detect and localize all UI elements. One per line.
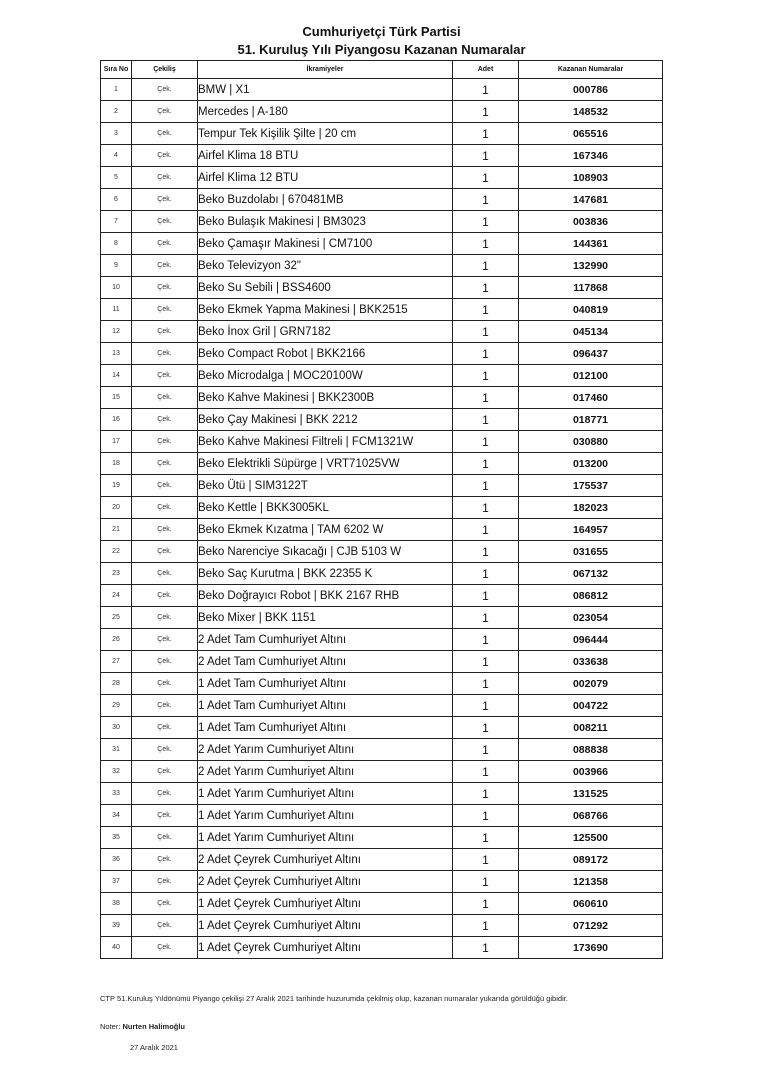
draw-label: Çek. — [132, 123, 198, 145]
prize-name: 1 Adet Tam Cumhuriyet Altını — [198, 673, 453, 695]
draw-label: Çek. — [132, 211, 198, 233]
prize-name: Beko Çay Makinesi | BKK 2212 — [198, 409, 453, 431]
table-row — [101, 365, 663, 387]
draw-label: Çek. — [132, 915, 198, 937]
quantity: 1 — [453, 79, 519, 101]
row-number: 3 — [101, 123, 132, 145]
table-row — [101, 651, 663, 673]
prize-name: 1 Adet Yarım Cumhuriyet Altını — [198, 805, 453, 827]
quantity: 1 — [453, 255, 519, 277]
draw-label: Çek. — [132, 783, 198, 805]
prize-name: 2 Adet Tam Cumhuriyet Altını — [198, 651, 453, 673]
quantity: 1 — [453, 585, 519, 607]
quantity: 1 — [453, 607, 519, 629]
table-row — [101, 145, 663, 167]
prize-name: Beko Saç Kurutma | BKK 22355 K — [198, 563, 453, 585]
draw-label: Çek. — [132, 321, 198, 343]
quantity: 1 — [453, 915, 519, 937]
row-number: 31 — [101, 739, 132, 761]
prize-name: 1 Adet Yarım Cumhuriyet Altını — [198, 827, 453, 849]
table-row — [101, 101, 663, 123]
quantity: 1 — [453, 717, 519, 739]
quantity: 1 — [453, 805, 519, 827]
quantity: 1 — [453, 563, 519, 585]
row-number: 19 — [101, 475, 132, 497]
table-row — [101, 123, 663, 145]
winning-number: 164957 — [519, 519, 663, 541]
table-row — [101, 915, 663, 937]
quantity: 1 — [453, 629, 519, 651]
draw-label: Çek. — [132, 365, 198, 387]
prize-name: Beko Microdalga | MOC20100W — [198, 365, 453, 387]
quantity: 1 — [453, 189, 519, 211]
draw-label: Çek. — [132, 739, 198, 761]
row-number: 35 — [101, 827, 132, 849]
quantity: 1 — [453, 651, 519, 673]
winning-number: 117868 — [519, 277, 663, 299]
prize-name: Beko İnox Gril | GRN7182 — [198, 321, 453, 343]
prize-name: Beko Çamaşır Makinesi | CM7100 — [198, 233, 453, 255]
winning-number: 004722 — [519, 695, 663, 717]
table-row — [101, 541, 663, 563]
table-row — [101, 717, 663, 739]
draw-label: Çek. — [132, 387, 198, 409]
prize-name: 1 Adet Çeyrek Cumhuriyet Altını — [198, 893, 453, 915]
quantity: 1 — [453, 475, 519, 497]
winning-number: 023054 — [519, 607, 663, 629]
row-number: 4 — [101, 145, 132, 167]
winning-number: 008211 — [519, 717, 663, 739]
draw-label: Çek. — [132, 563, 198, 585]
row-number: 39 — [101, 915, 132, 937]
winning-number: 131525 — [519, 783, 663, 805]
prize-name: Beko Narenciye Sıkacağı | CJB 5103 W — [198, 541, 453, 563]
table-row — [101, 453, 663, 475]
winning-number: 088838 — [519, 739, 663, 761]
table-row — [101, 343, 663, 365]
draw-label: Çek. — [132, 827, 198, 849]
quantity: 1 — [453, 519, 519, 541]
table-row — [101, 475, 663, 497]
draw-label: Çek. — [132, 717, 198, 739]
table-body — [101, 79, 663, 959]
prize-name: Beko Mixer | BKK 1151 — [198, 607, 453, 629]
winning-number: 045134 — [519, 321, 663, 343]
table-row — [101, 783, 663, 805]
table-row — [101, 739, 663, 761]
prize-name: Beko Buzdolabı | 670481MB — [198, 189, 453, 211]
table-row — [101, 607, 663, 629]
column-header-sira-no: Sıra No — [101, 61, 132, 79]
column-header-adet: Adet — [453, 61, 519, 79]
prize-name: Beko Ekmek Kızatma | TAM 6202 W — [198, 519, 453, 541]
draw-label: Çek. — [132, 893, 198, 915]
draw-label: Çek. — [132, 189, 198, 211]
noter-name: Nurten Halimoğlu — [122, 1022, 186, 1031]
winning-number: 096444 — [519, 629, 663, 651]
draw-label: Çek. — [132, 145, 198, 167]
column-header-cekilis: Çekiliş — [132, 61, 198, 79]
row-number: 10 — [101, 277, 132, 299]
draw-label: Çek. — [132, 651, 198, 673]
row-number: 37 — [101, 871, 132, 893]
row-number: 5 — [101, 167, 132, 189]
quantity: 1 — [453, 145, 519, 167]
draw-label: Çek. — [132, 541, 198, 563]
draw-label: Çek. — [132, 167, 198, 189]
prize-name: Beko Doğrayıcı Robot | BKK 2167 RHB — [198, 585, 453, 607]
prize-name: Tempur Tek Kişilik Şilte | 20 cm — [198, 123, 453, 145]
prize-name: Beko Kahve Makinesi Filtreli | FCM1321W — [198, 431, 453, 453]
column-header-ikramiyeler: İkramiyeler — [198, 61, 453, 79]
row-number: 14 — [101, 365, 132, 387]
prize-name: Beko Elektrikli Süpürge | VRT71025VW — [198, 453, 453, 475]
table-row — [101, 563, 663, 585]
table-row — [101, 167, 663, 189]
winning-number: 031655 — [519, 541, 663, 563]
quantity: 1 — [453, 849, 519, 871]
winning-number: 132990 — [519, 255, 663, 277]
row-number: 16 — [101, 409, 132, 431]
table-row — [101, 497, 663, 519]
quantity: 1 — [453, 739, 519, 761]
draw-label: Çek. — [132, 475, 198, 497]
winning-number: 013200 — [519, 453, 663, 475]
winning-number: 018771 — [519, 409, 663, 431]
table-row — [101, 79, 663, 101]
quantity: 1 — [453, 761, 519, 783]
winning-number: 003836 — [519, 211, 663, 233]
draw-label: Çek. — [132, 79, 198, 101]
row-number: 21 — [101, 519, 132, 541]
quantity: 1 — [453, 387, 519, 409]
row-number: 11 — [101, 299, 132, 321]
winning-number: 144361 — [519, 233, 663, 255]
draw-label: Çek. — [132, 453, 198, 475]
table-row — [101, 849, 663, 871]
draw-label: Çek. — [132, 761, 198, 783]
row-number: 1 — [101, 79, 132, 101]
prize-name: BMW | X1 — [198, 79, 453, 101]
row-number: 24 — [101, 585, 132, 607]
row-number: 15 — [101, 387, 132, 409]
table-row — [101, 827, 663, 849]
prize-name: 1 Adet Tam Cumhuriyet Altını — [198, 717, 453, 739]
winning-number: 000786 — [519, 79, 663, 101]
winning-number: 167346 — [519, 145, 663, 167]
quantity: 1 — [453, 299, 519, 321]
draw-label: Çek. — [132, 629, 198, 651]
draw-label: Çek. — [132, 585, 198, 607]
column-header-kazanan-numaralar: Kazanan Numaralar — [519, 61, 663, 79]
row-number: 22 — [101, 541, 132, 563]
row-number: 18 — [101, 453, 132, 475]
quantity: 1 — [453, 695, 519, 717]
document-title: Cumhuriyetçi Türk Partisi — [302, 24, 461, 39]
row-number: 13 — [101, 343, 132, 365]
draw-label: Çek. — [132, 497, 198, 519]
prize-name: Beko Bulaşık Makinesi | BM3023 — [198, 211, 453, 233]
winning-number: 086812 — [519, 585, 663, 607]
row-number: 27 — [101, 651, 132, 673]
winning-number: 148532 — [519, 101, 663, 123]
winning-number: 067132 — [519, 563, 663, 585]
quantity: 1 — [453, 167, 519, 189]
table-row — [101, 277, 663, 299]
row-number: 6 — [101, 189, 132, 211]
prize-name: 2 Adet Yarım Cumhuriyet Altını — [198, 739, 453, 761]
row-number: 12 — [101, 321, 132, 343]
draw-label: Çek. — [132, 849, 198, 871]
table-row — [101, 761, 663, 783]
winning-number: 071292 — [519, 915, 663, 937]
prize-name: 1 Adet Yarım Cumhuriyet Altını — [198, 783, 453, 805]
prize-name: 2 Adet Yarım Cumhuriyet Altını — [198, 761, 453, 783]
draw-label: Çek. — [132, 519, 198, 541]
quantity: 1 — [453, 321, 519, 343]
row-number: 40 — [101, 937, 132, 959]
winning-number: 030880 — [519, 431, 663, 453]
quantity: 1 — [453, 101, 519, 123]
table-row — [101, 409, 663, 431]
draw-label: Çek. — [132, 343, 198, 365]
table-row — [101, 431, 663, 453]
row-number: 38 — [101, 893, 132, 915]
table-row — [101, 299, 663, 321]
row-number: 30 — [101, 717, 132, 739]
winning-number: 012100 — [519, 365, 663, 387]
winning-number: 125500 — [519, 827, 663, 849]
row-number: 34 — [101, 805, 132, 827]
winners-table — [100, 60, 663, 959]
table-row — [101, 321, 663, 343]
row-number: 9 — [101, 255, 132, 277]
row-number: 25 — [101, 607, 132, 629]
draw-label: Çek. — [132, 431, 198, 453]
winning-number: 182023 — [519, 497, 663, 519]
winning-number: 065516 — [519, 123, 663, 145]
winning-number: 003966 — [519, 761, 663, 783]
winning-number: 175537 — [519, 475, 663, 497]
winning-number: 108903 — [519, 167, 663, 189]
row-number: 17 — [101, 431, 132, 453]
prize-name: Beko Su Sebili | BSS4600 — [198, 277, 453, 299]
table-row — [101, 893, 663, 915]
prize-name: 2 Adet Çeyrek Cumhuriyet Altını — [198, 849, 453, 871]
winning-number: 060610 — [519, 893, 663, 915]
winning-number: 040819 — [519, 299, 663, 321]
draw-label: Çek. — [132, 277, 198, 299]
table-row — [101, 805, 663, 827]
row-number: 8 — [101, 233, 132, 255]
prize-name: Beko Kettle | BKK3005KL — [198, 497, 453, 519]
draw-label: Çek. — [132, 255, 198, 277]
footer-note: CTP 51.Kuruluş Yıldönümü Piyango çekilişi 27 Aralık 2021 tarihinde huzurumda çekilmiş olup, kazanan numaralar yukarıda görüldüğü gibidir. — [100, 994, 568, 1003]
winning-number: 017460 — [519, 387, 663, 409]
row-number: 26 — [101, 629, 132, 651]
prize-name: Beko Televizyon 32" — [198, 255, 453, 277]
table-row — [101, 387, 663, 409]
row-number: 32 — [101, 761, 132, 783]
winning-number: 002079 — [519, 673, 663, 695]
quantity: 1 — [453, 123, 519, 145]
prize-name: Airfel Klima 12 BTU — [198, 167, 453, 189]
footer-date: 27 Aralık 2021 — [130, 1043, 178, 1052]
row-number: 7 — [101, 211, 132, 233]
draw-label: Çek. — [132, 607, 198, 629]
table-row — [101, 585, 663, 607]
quantity: 1 — [453, 431, 519, 453]
prize-name: Beko Ekmek Yapma Makinesi | BKK2515 — [198, 299, 453, 321]
table-row — [101, 519, 663, 541]
winning-number: 121358 — [519, 871, 663, 893]
prize-name: Beko Kahve Makinesi | BKK2300B — [198, 387, 453, 409]
quantity: 1 — [453, 343, 519, 365]
row-number: 36 — [101, 849, 132, 871]
quantity: 1 — [453, 541, 519, 563]
quantity: 1 — [453, 673, 519, 695]
winning-number: 033638 — [519, 651, 663, 673]
prize-name: Beko Ütü | SIM3122T — [198, 475, 453, 497]
winning-number: 147681 — [519, 189, 663, 211]
winning-number: 089172 — [519, 849, 663, 871]
noter-label: Noter: — [100, 1022, 123, 1031]
draw-label: Çek. — [132, 695, 198, 717]
row-number: 20 — [101, 497, 132, 519]
draw-label: Çek. — [132, 299, 198, 321]
quantity: 1 — [453, 827, 519, 849]
table-row — [101, 211, 663, 233]
row-number: 33 — [101, 783, 132, 805]
quantity: 1 — [453, 277, 519, 299]
winning-number: 173690 — [519, 937, 663, 959]
prize-name: Beko Compact Robot | BKK2166 — [198, 343, 453, 365]
row-number: 23 — [101, 563, 132, 585]
draw-label: Çek. — [132, 871, 198, 893]
table-row — [101, 695, 663, 717]
quantity: 1 — [453, 409, 519, 431]
prize-name: 2 Adet Tam Cumhuriyet Altını — [198, 629, 453, 651]
winning-number: 068766 — [519, 805, 663, 827]
table-row — [101, 937, 663, 959]
winning-number: 096437 — [519, 343, 663, 365]
row-number: 28 — [101, 673, 132, 695]
quantity: 1 — [453, 937, 519, 959]
draw-label: Çek. — [132, 805, 198, 827]
quantity: 1 — [453, 893, 519, 915]
table-row — [101, 233, 663, 255]
prize-name: Airfel Klima 18 BTU — [198, 145, 453, 167]
table-row — [101, 255, 663, 277]
table-row — [101, 629, 663, 651]
quantity: 1 — [453, 783, 519, 805]
quantity: 1 — [453, 233, 519, 255]
prize-name: 1 Adet Çeyrek Cumhuriyet Altını — [198, 915, 453, 937]
quantity: 1 — [453, 453, 519, 475]
quantity: 1 — [453, 211, 519, 233]
prize-name: Mercedes | A-180 — [198, 101, 453, 123]
row-number: 29 — [101, 695, 132, 717]
table-row — [101, 189, 663, 211]
table-row — [101, 871, 663, 893]
draw-label: Çek. — [132, 937, 198, 959]
draw-label: Çek. — [132, 673, 198, 695]
quantity: 1 — [453, 497, 519, 519]
prize-name: 2 Adet Çeyrek Cumhuriyet Altını — [198, 871, 453, 893]
row-number: 2 — [101, 101, 132, 123]
prize-name: 1 Adet Çeyrek Cumhuriyet Altını — [198, 937, 453, 959]
document-subtitle: 51. Kuruluş Yılı Piyangosu Kazanan Numaralar — [237, 42, 526, 57]
quantity: 1 — [453, 365, 519, 387]
prize-name: 1 Adet Tam Cumhuriyet Altını — [198, 695, 453, 717]
noter-signature — [100, 1022, 185, 1031]
draw-label: Çek. — [132, 101, 198, 123]
table-row — [101, 673, 663, 695]
draw-label: Çek. — [132, 409, 198, 431]
quantity: 1 — [453, 871, 519, 893]
table-header-row — [101, 61, 663, 79]
draw-label: Çek. — [132, 233, 198, 255]
